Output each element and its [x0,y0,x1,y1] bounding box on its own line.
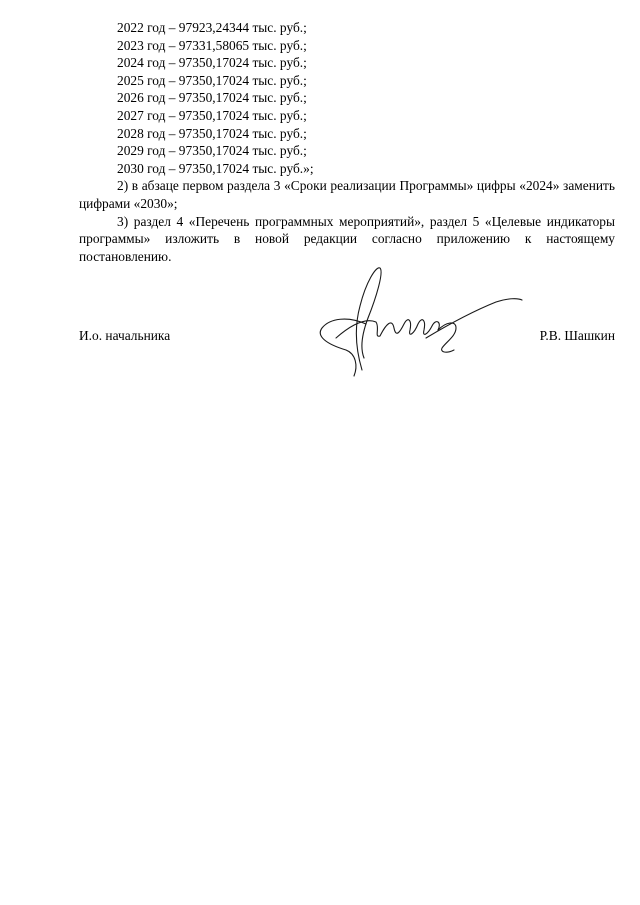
budget-line-2026: 2026 год – 97350,17024 тыс. руб.; [117,90,307,106]
signer-name: Р.В. Шашкин [539,328,615,343]
budget-line-2027: 2027 год – 97350,17024 тыс. руб.; [117,107,307,123]
signature-row [79,328,615,348]
paragraph-2: 2) в абзаце первом раздела 3 «Сроки реализации Программы» цифры «2024» заменить цифрами «2030»; [79,178,615,211]
budget-line-2024: 2024 год – 97350,17024 тыс. руб.; [117,55,307,71]
budget-line-2029: 2029 год – 97350,17024 тыс. руб.; [117,143,307,159]
budget-line-2025: 2025 год – 97350,17024 тыс. руб.; [117,72,307,88]
paragraph-3: 3) раздел 4 «Перечень программных мероприятий», раздел 5 «Целевые индикаторы программы» изложить в новой редакции согласно приложению к настоящему постановлению. [79,213,615,264]
budget-line-2023: 2023 год – 97331,58065 тыс. руб.; [117,37,307,53]
budget-line-2028: 2028 год – 97350,17024 тыс. руб.; [117,125,307,141]
budget-line-2030: 2030 год – 97350,17024 тыс. руб.»; [117,160,314,176]
document-body [79,19,615,265]
budget-list [79,19,615,177]
position-title: И.о. начальника [79,328,171,343]
handwritten-signature-icon [296,258,526,380]
budget-line-2022: 2022 год – 97923,24344 тыс. руб.; [117,20,307,35]
